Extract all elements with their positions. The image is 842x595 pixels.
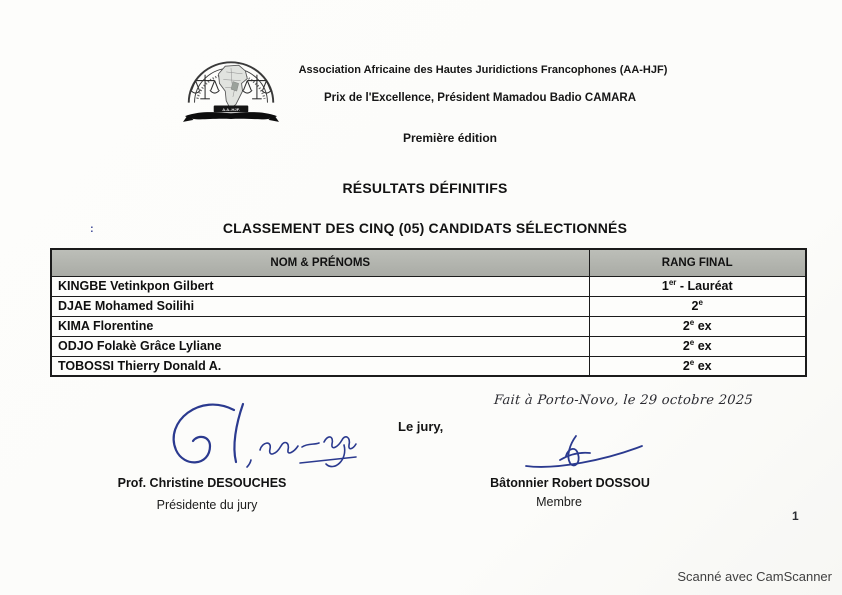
results-table xyxy=(50,248,807,377)
right-signatory-name: Bâtonnier Robert DOSSOU xyxy=(490,476,650,490)
table-row xyxy=(51,316,806,336)
table-header-row xyxy=(51,249,806,276)
aa-hjf-logo xyxy=(183,54,279,134)
table-row xyxy=(51,356,806,376)
document-subtitle: CLASSEMENT DES CINQ (05) CANDIDATS SÉLECTIONNÉS xyxy=(222,220,628,236)
candidate-rank: 2e xyxy=(589,296,806,316)
table-row xyxy=(51,276,806,296)
candidate-rank: 1er - Lauréat xyxy=(589,276,806,296)
candidate-name: DJAE Mohamed Soilihi xyxy=(51,296,589,316)
candidate-name: TOBOSSI Thierry Donald A. xyxy=(51,356,589,376)
right-signatory-role: Membre xyxy=(536,495,582,509)
signature-desouches xyxy=(148,400,368,478)
candidate-rank: 2e ex xyxy=(589,316,806,336)
column-header-rank: RANG FINAL xyxy=(589,249,806,276)
logo-banner-text: A.A.-HJF. xyxy=(222,106,240,112)
aa-hjf-logo-graphic xyxy=(183,54,279,134)
prize-title-line: Prix de l'Excellence, Président Mamadou Badio CAMARA xyxy=(323,92,637,104)
signature-dossou xyxy=(520,430,650,478)
column-header-name: NOM & PRÉNOMS xyxy=(51,249,589,276)
document-title: RÉSULTATS DÉFINITIFS xyxy=(342,180,508,196)
table-row xyxy=(51,296,806,316)
scan-artifact-colon: : xyxy=(90,223,94,235)
table-row xyxy=(51,336,806,356)
jury-label: Le jury, xyxy=(398,419,444,434)
camscanner-watermark: Scanné avec CamScanner xyxy=(677,569,832,584)
candidate-name: KIMA Florentine xyxy=(51,316,589,336)
candidate-rank: 2e ex xyxy=(589,356,806,376)
left-signatory-name: Prof. Christine DESOUCHES xyxy=(117,476,287,490)
org-name-line: Association Africaine des Hautes Juridictions Francophones (AA-HJF) xyxy=(298,64,668,76)
candidate-name: KINGBE Vetinkpon Gilbert xyxy=(51,276,589,296)
page-number: 1 xyxy=(792,509,799,523)
edition-label: Première édition xyxy=(402,131,498,145)
left-signatory-role: Présidente du jury xyxy=(156,498,258,512)
candidate-name: ODJO Folakè Grâce Lyliane xyxy=(51,336,589,356)
place-date-line: Fait à Porto-Novo, le 29 octobre 2025 xyxy=(493,393,754,408)
candidate-rank: 2e ex xyxy=(589,336,806,356)
